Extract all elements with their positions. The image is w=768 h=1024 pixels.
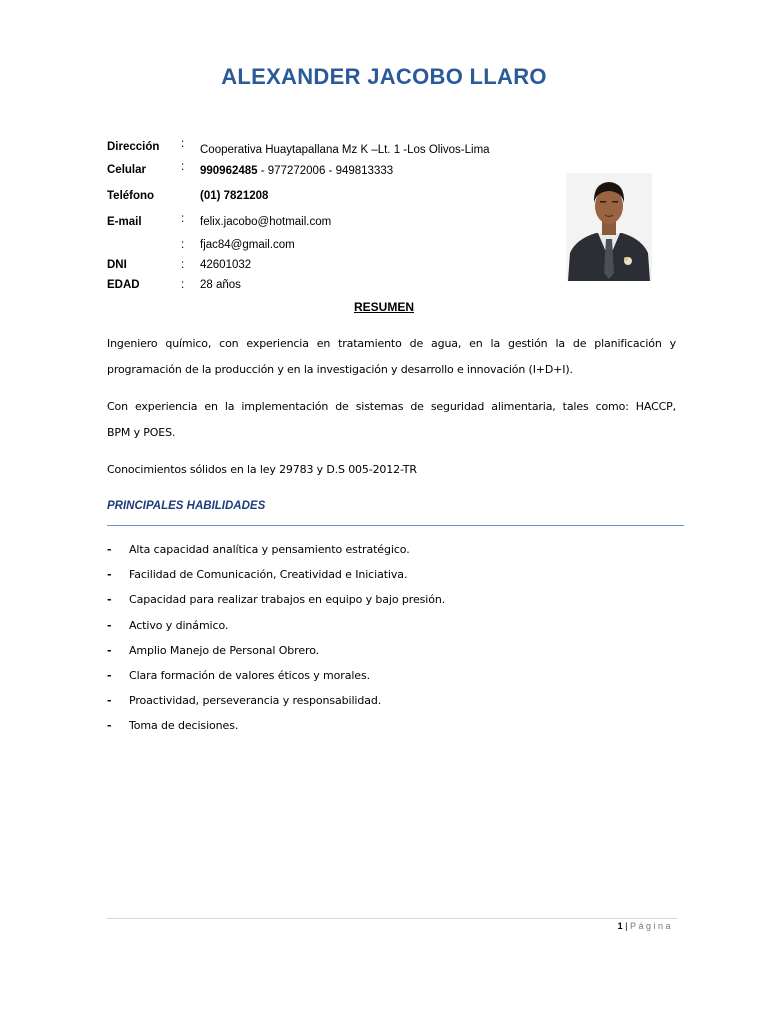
footer-separator: | xyxy=(625,921,628,931)
email-2[interactable]: fjac84@gmail.com xyxy=(200,239,295,251)
page-footer xyxy=(618,921,673,931)
celular-primary: 990962485 xyxy=(200,165,258,177)
page-number: 1 xyxy=(617,921,623,931)
edad-value: 28 años xyxy=(200,279,241,291)
bullet-dash: - xyxy=(107,694,112,707)
email-label: E-mail xyxy=(107,216,142,228)
skills-heading: PRINCIPALES HABILIDADES xyxy=(107,500,266,512)
skill-text: Clara formación de valores éticos y morales. xyxy=(129,669,370,682)
colon: : xyxy=(181,259,185,271)
resumen-p2-line-1: Con experiencia en la implementación de sistemas de seguridad alimentaria, tales como: HACCP, xyxy=(107,400,676,413)
resumen-p2-line-2: BPM y POES. xyxy=(107,426,176,439)
colon: : xyxy=(181,279,185,291)
bullet-dash: - xyxy=(107,619,112,632)
telefono-label: Teléfono xyxy=(107,190,155,202)
portrait-image xyxy=(566,173,652,281)
bullet-dash: - xyxy=(107,719,112,732)
colon: : xyxy=(181,138,185,150)
skill-text: Amplio Manejo de Personal Obrero. xyxy=(129,644,320,657)
resumen-p3: Conocimientos sólidos en la ley 29783 y D.S 005-2012-TR xyxy=(107,463,417,476)
colon: : xyxy=(181,239,185,251)
skill-text: Alta capacidad analítica y pensamiento estratégico. xyxy=(129,543,410,556)
bullet-dash: - xyxy=(107,568,112,581)
direccion-value: Cooperativa Huaytapallana Mz K –Lt. 1 -Los Olivos-Lima xyxy=(200,144,490,156)
celular-label: Celular xyxy=(107,164,146,176)
skill-text: Capacidad para realizar trabajos en equipo y bajo presión. xyxy=(129,593,446,606)
colon: : xyxy=(181,161,185,173)
resumen-paragraph-1 xyxy=(107,331,676,383)
celular-others: - 977272006 - 949813333 xyxy=(257,165,394,177)
skill-text: Proactividad, perseverancia y responsabilidad. xyxy=(129,694,382,707)
celular-value xyxy=(200,165,393,177)
dni-value: 42601032 xyxy=(200,259,252,271)
resumen-paragraph-2 xyxy=(107,394,676,446)
page-title: ALEXANDER JACOBO LLARO xyxy=(221,64,547,89)
section-divider xyxy=(107,525,684,526)
skill-text: Toma de decisiones. xyxy=(129,719,239,732)
resumen-heading: RESUMEN xyxy=(353,300,414,314)
email-1[interactable]: felix.jacobo@hotmail.com xyxy=(200,216,332,228)
profile-photo xyxy=(566,173,652,281)
direccion-label: Dirección xyxy=(107,141,160,153)
resumen-p1-line-1: Ingeniero químico, con experiencia en tratamiento de agua, en la gestión la de planificación y xyxy=(107,337,676,350)
bullet-dash: - xyxy=(107,543,112,556)
skill-text: Facilidad de Comunicación, Creatividad e Iniciativa. xyxy=(129,568,408,581)
bullet-dash: - xyxy=(107,593,112,606)
bullet-dash: - xyxy=(107,644,112,657)
telefono-value: (01) 7821208 xyxy=(200,190,269,202)
edad-label: EDAD xyxy=(107,279,140,291)
bullet-dash: - xyxy=(107,669,112,682)
resumen-paragraph-3 xyxy=(107,457,676,483)
colon: : xyxy=(181,213,185,225)
skill-text: Activo y dinámico. xyxy=(129,619,229,632)
footer-divider xyxy=(107,918,677,919)
dni-label: DNI xyxy=(107,259,127,271)
resumen-p1-line-2: programación de la producción y en la investigación y desarrollo e innovación (I+D+I). xyxy=(107,363,573,376)
page-word: Página xyxy=(629,921,673,931)
